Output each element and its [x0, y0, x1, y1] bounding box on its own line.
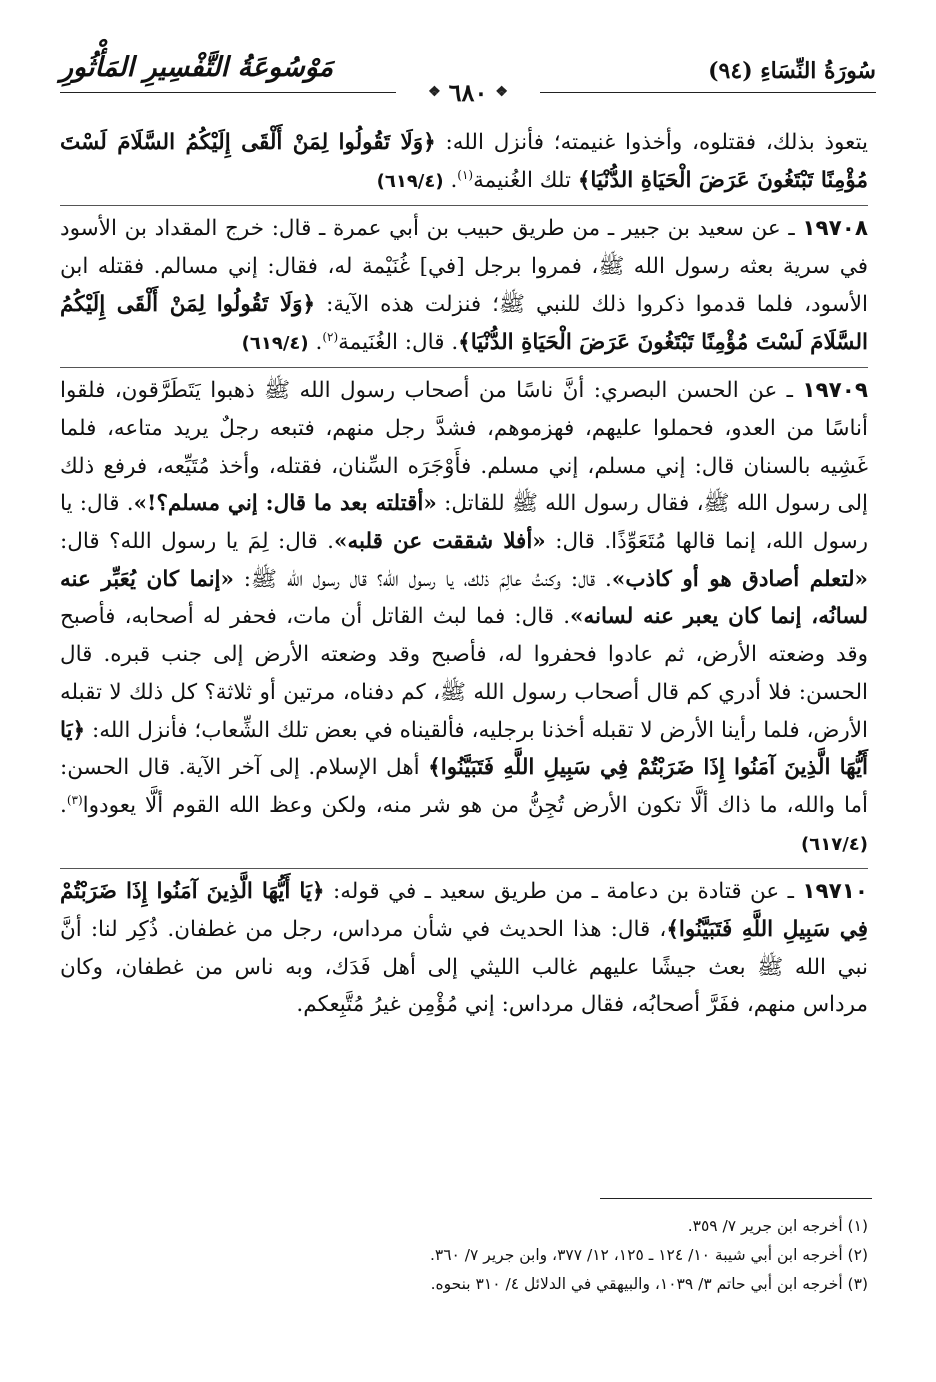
quran-verse: ﴿وَلَا تَقُولُوا لِمَنْ أَلْقَى إِلَيْكُمُ السَّلَامَ لَسْتَ مُؤْمِنًا تَبْتَغُونَ عَرَضَ الْحَيَاةِ الدُّنْيَا﴾: [60, 130, 868, 193]
prophetic-speech: «أفلا شققت عن قلبه»: [334, 529, 546, 555]
footnote-rule: [600, 1198, 872, 1199]
text-run: . قال: يا رسول الله، إنما قالها مُتَعَوِّذًا. قال:: [60, 491, 868, 555]
text-run: تلك الغُنيمة: [473, 167, 578, 193]
prophetic-speech: «إنما كان يُعَبِّر عنه لسانُه، إنما كان يعبر عنه لسانه»: [60, 566, 868, 630]
hadith-19710: [60, 873, 868, 1024]
page-number-box: [396, 78, 540, 106]
footnote-3: (٣) أخرجه ابن أبي حاتم ٣/ ١٠٣٩، والبيهقي في الدلائل ٤/ ٣١٠ بنحوه.: [430, 1275, 868, 1293]
main-text: [60, 124, 868, 1024]
prophetic-speech: «لتعلم أصادق هو أو كاذب»: [611, 566, 868, 592]
book-title: مَوْسُوعَةُ التَّفْسِيرِ المَأْثُورِ: [60, 52, 334, 83]
text-run: . قال: لِمَ يا رسول الله؟ قال:: [60, 529, 335, 555]
volume-reference: (٦١٩/٤): [376, 170, 444, 192]
hadith-19708: [60, 210, 868, 362]
page-header: [60, 48, 876, 107]
footnote-1: (١) أخرجه ابن جرير ٧/ ٣٥٩.: [687, 1217, 868, 1235]
text-run: أهل الإسلام. إلى آخر الآية. قال الحسن: أما والله، ما ذاك ألَّا تكون الأرض تُجِنُّ من هو شر منه، ولكن وعظ الله القوم ألَّا يعودوا: [60, 755, 868, 818]
text-run: ـ عن الحسن البصري: أنَّ ناسًا من أصحاب رسول الله ﷺ ذهبوا يَتَطَرَّقون، فلقوا أناسًا من العدو، فحملوا عليهم، فهزموهم، فشدَّ رجل منهم، فتبعه رجلٌ يريد متاعه، فلما غَشِيه بالسنان قال: إني مسلم، إني مسلم. فأَوْجَرَه السِّنان، فقتله، وأخذ مُتَيِّعه، فرفع ذلك إلى رسول الله ﷺ، فقال رسول الله ﷺ للقاتل:: [60, 378, 868, 517]
text-run: .: [60, 792, 67, 818]
text-run: . قال: وكنتُ عالِمَ ذلك، يا رسول الله؟ قال رسول الله ﷺ:: [233, 566, 612, 592]
hadith-number: ١٩٧٠٩: [802, 378, 868, 404]
footnote-marker: (١): [457, 167, 474, 182]
paragraph-separator: [60, 868, 868, 869]
prophetic-speech: «أقتلته بعد ما قال: إني مسلم؟!»: [133, 491, 437, 517]
text-run: يتعوذ بذلك، فقتلوه، وأخذوا غنيمته؛ فأنزل الله:: [435, 130, 868, 155]
ornament-icon: ❖: [495, 84, 508, 100]
footnote-marker: (٣): [66, 792, 83, 807]
text-run: .: [308, 329, 323, 355]
paragraph-separator: [60, 205, 868, 206]
hadith-19709: [60, 372, 868, 863]
page-number: ٦٨٠: [448, 77, 488, 107]
text-run: .: [443, 167, 458, 193]
quran-verse: ﴿يَا أَيُّهَا الَّذِينَ آمَنُوا إِذَا ضَرَبْتُمْ فِي سَبِيلِ اللَّهِ فَتَبَيَّنُوا﴾: [60, 717, 869, 781]
hadith-number: ١٩٧١٠: [802, 879, 868, 905]
footnotes: [60, 1212, 868, 1299]
footnote-2: (٢) أخرجه ابن أبي شيبة ١٠/ ١٢٤ ـ ١٢٥، ١٢/ ٣٧٧، وابن جرير ٧/ ٣٦٠.: [429, 1246, 868, 1264]
paragraph-separator: [60, 367, 868, 368]
text-run: ـ عن قتادة بن دعامة ـ من طريق سعيد ـ في قوله:: [324, 879, 803, 905]
quran-verse: ﴿يَا أَيُّهَا الَّذِينَ آمَنُوا إِذَا ضَرَبْتُمْ فِي سَبِيلِ اللَّهِ فَتَبَيَّنُوا﴾: [60, 879, 868, 943]
text-run: ، قال: هذا الحديث في شأن مرداس، رجل من غطفان. ذُكِر لنا: أنَّ نبي الله ﷺ بعث جيشًا عليهم غالب الليثي إلى أهل فَدَك، وبه ناس من غطفان، وكان مرداس منهم، ففَرَّ أصحابُه، فقال مرداس: إني مُؤْمِن غيرُ مُتَّبِعكم.: [60, 917, 868, 1018]
footnote-marker: (٢): [322, 329, 339, 344]
hadith-number: ١٩٧٠٨: [802, 216, 868, 242]
ornament-icon: ❖: [428, 84, 441, 100]
text-run: . قال: الغُنَيمة: [338, 329, 459, 355]
text-run: . قال: فما لبث القاتل أن مات، فحفر له أصحابه، فأصبح وقد وضعته الأرض، ثم عادوا فحفروا له، فأصبح وقد وضعته الأرض إلى جنب قبره. قال الحسن: فلا أدري كم قال أصحاب رسول الله ﷺ، كم دفناه، مرتين أو ثلاثة؟ كل ذلك لا تقبله الأرض، فلما رأينا الأرض لا تقبله أخذنا برجليه، فألقيناه في بعض تلك الشِّعاب؛ فأنزل الله:: [60, 604, 868, 743]
surah-title: سُورَةُ النِّسَاءِ (٩٤): [708, 58, 876, 84]
volume-reference: (٦١٩/٤): [241, 332, 309, 354]
text-run: ـ عن سعيد بن جبير ـ من طريق حبيب بن أبي عمرة ـ قال: خرج المقداد بن الأسود في سرية بعثه رسول الله ﷺ، فمروا برجل [في] غُنَيْمة له، فقال: إني مسالم. فقتله ابن الأسود، فلما قدموا ذكروا ذلك للنبي ﷺ؛ فنزلت هذه الآية:: [60, 216, 868, 317]
volume-reference: (٦١٧/٤): [801, 833, 868, 855]
paragraph-continuation: [60, 124, 868, 200]
quran-verse: ﴿وَلَا تَقُولُوا لِمَنْ أَلْقَى إِلَيْكُمُ السَّلَامَ لَسْتَ مُؤْمِنًا تَبْتَغُونَ عَرَضَ الْحَيَاةِ الدُّنْيَا﴾: [60, 291, 868, 355]
